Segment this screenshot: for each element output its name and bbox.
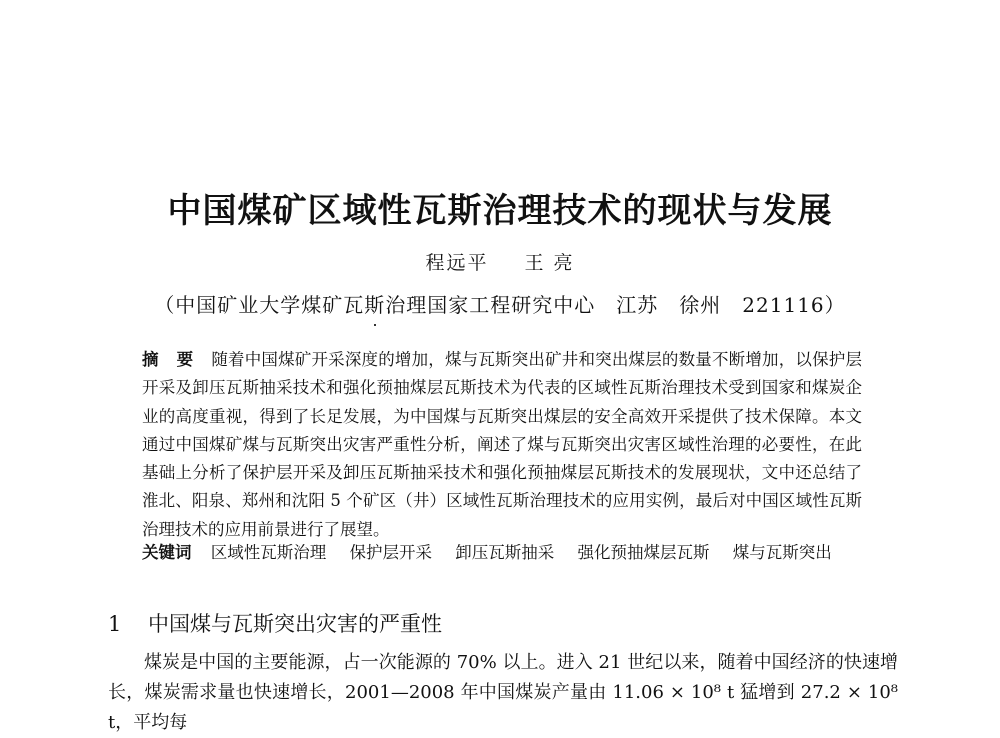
author-name: 程远平 <box>425 252 489 274</box>
scan-speck <box>374 324 376 326</box>
section-title: 中国煤与瓦斯突出灾害的严重性 <box>148 612 442 636</box>
abstract-text: 随着中国煤矿开采深度的增加，煤与瓦斯突出矿井和突出煤层的数量不断增加，以保护层开采及卸压瓦斯抽采技术和强化预抽煤层瓦斯技术为代表的区域性瓦斯治理技术受到国家和煤炭企业的高度重视，得到了长足发展，为中国煤与瓦斯突出煤层的安全高效开采提供了技术保障。本文通过中国煤矿煤与瓦斯突出灾害严重性分析，阐述了煤与瓦斯突出灾害区域性治理的必要性，在此基础上分析了保护层开采及卸压瓦斯抽采技术和强化预抽煤层瓦斯技术的发展现状，文中还总结了淮北、阳泉、郑州和沈阳 5 个矿区（井）区域性瓦斯治理技术的应用实例，最后对中国区域性瓦斯治理技术的应用前景进行了展望。 <box>142 350 862 539</box>
section-heading <box>108 608 442 638</box>
abstract-label: 摘 要 <box>142 350 200 369</box>
keyword: 卸压瓦斯抽采 <box>455 543 555 562</box>
abstract <box>142 346 862 544</box>
keyword: 区域性瓦斯治理 <box>210 543 327 562</box>
keywords <box>142 539 882 563</box>
paper-title: 中国煤矿区域性瓦斯治理技术的现状与发展 <box>167 191 833 231</box>
keyword: 强化预抽煤层瓦斯 <box>577 543 710 562</box>
keywords-label: 关键词 <box>142 543 192 562</box>
keyword: 煤与瓦斯突出 <box>732 543 832 562</box>
author-list <box>0 248 1000 275</box>
author-name: 王 亮 <box>524 252 575 274</box>
keyword: 保护层开采 <box>349 543 432 562</box>
section-number: 1 <box>108 612 122 636</box>
author-affiliation: （中国矿业大学煤矿瓦斯治理国家工程研究中心 江苏 徐州 221116） <box>154 293 846 317</box>
body-paragraph: 煤炭是中国的主要能源，占一次能源的 70% 以上。进入 21 世纪以来，随着中国经济的快速增长，煤炭需求量也快速增长，2001—2008 年中国煤炭产量由 11.06 × 10⁸ t 猛增到 27.2 × 10⁸ t，平均每 <box>108 652 898 733</box>
